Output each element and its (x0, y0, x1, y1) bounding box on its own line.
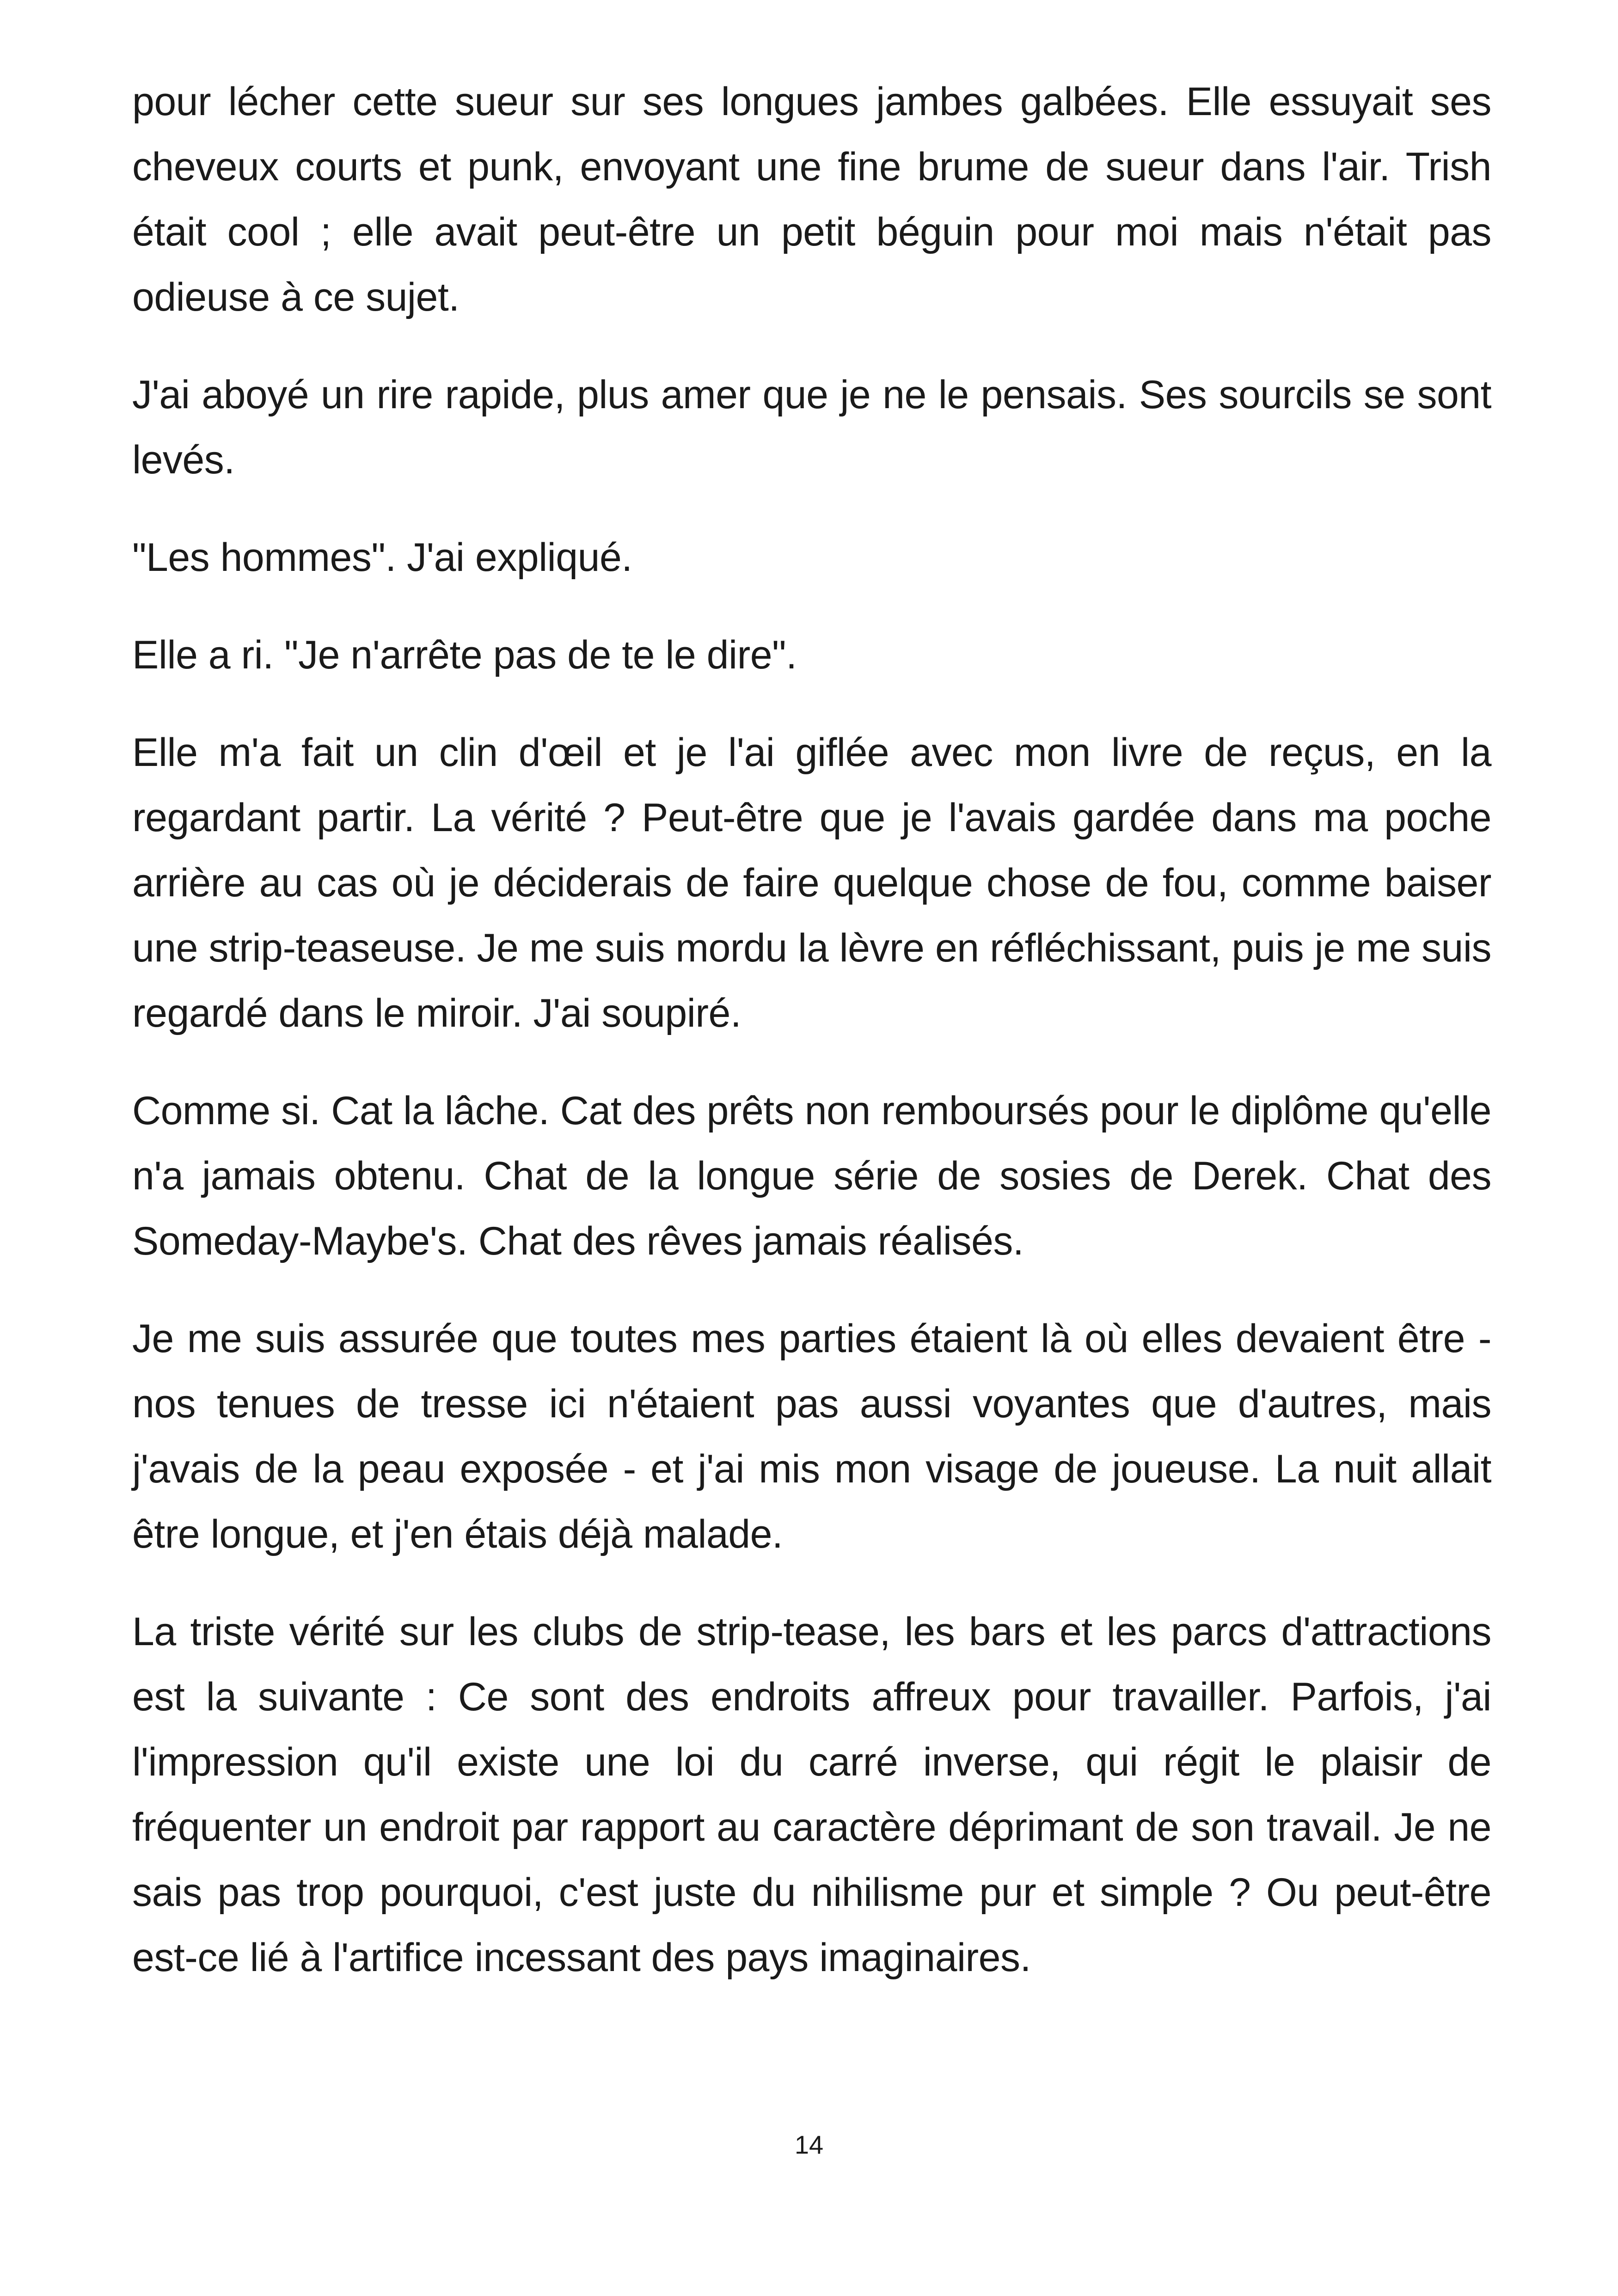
body-text (132, 69, 1491, 1990)
paragraph: Je me suis assurée que toutes mes parties étaient là où elles devaient être - nos tenues de tresse ici n'étaient pas aussi voyantes que d'autres, mais j'avais de la peau exposée - et j'ai mis mon visage de joueuse. La nuit allait être longue, et j'en étais déjà malade. (132, 1316, 1491, 1556)
paragraph: pour lécher cette sueur sur ses longues jambes galbées. Elle essuyait ses cheveux courts et punk, envoyant une fine brume de sueur dans l'air. Trish était cool ; elle avait peut-être un petit béguin pour moi mais n'était pas odieuse à ce sujet. (132, 80, 1491, 319)
paragraph: La triste vérité sur les clubs de strip-tease, les bars et les parcs d'attractions est la suivante : Ce sont des endroits affreux pour travailler. Parfois, j'ai l'impression qu'il existe une loi du carré inverse, qui régit le plaisir de fréquenter un endroit par rapport au caractère déprimant de son travail. Je ne sais pas trop pourquoi, c'est juste du nihilisme pur et simple ? Ou peut-être est-ce lié à l'artifice incessant des pays imaginaires. (132, 1610, 1491, 1980)
paragraph: Comme si. Cat la lâche. Cat des prêts non remboursés pour le diplôme qu'elle n'a jamais obtenu. Chat de la longue série de sosies de Derek. Chat des Someday-Maybe's. Chat des rêves jamais réalisés. (132, 1089, 1491, 1263)
paragraph: "Les hommes". J'ai expliqué. (132, 535, 632, 580)
paragraph: J'ai aboyé un rire rapide, plus amer que je ne le pensais. Ses sourcils se sont levés. (132, 373, 1491, 482)
paragraph: Elle a ri. "Je n'arrête pas de te le dire". (132, 633, 797, 677)
paragraph: Elle m'a fait un clin d'œil et je l'ai giflée avec mon livre de reçus, en la regardant partir. La vérité ? Peut-être que je l'avais gardée dans ma poche arrière au cas où je déciderais de faire quelque chose de fou, comme baiser une strip-teaseuse. Je me suis mordu la lèvre en réfléchissant, puis je me suis regardé dans le miroir. J'ai soupiré. (132, 730, 1491, 1035)
page-number: 14 (794, 2130, 824, 2159)
